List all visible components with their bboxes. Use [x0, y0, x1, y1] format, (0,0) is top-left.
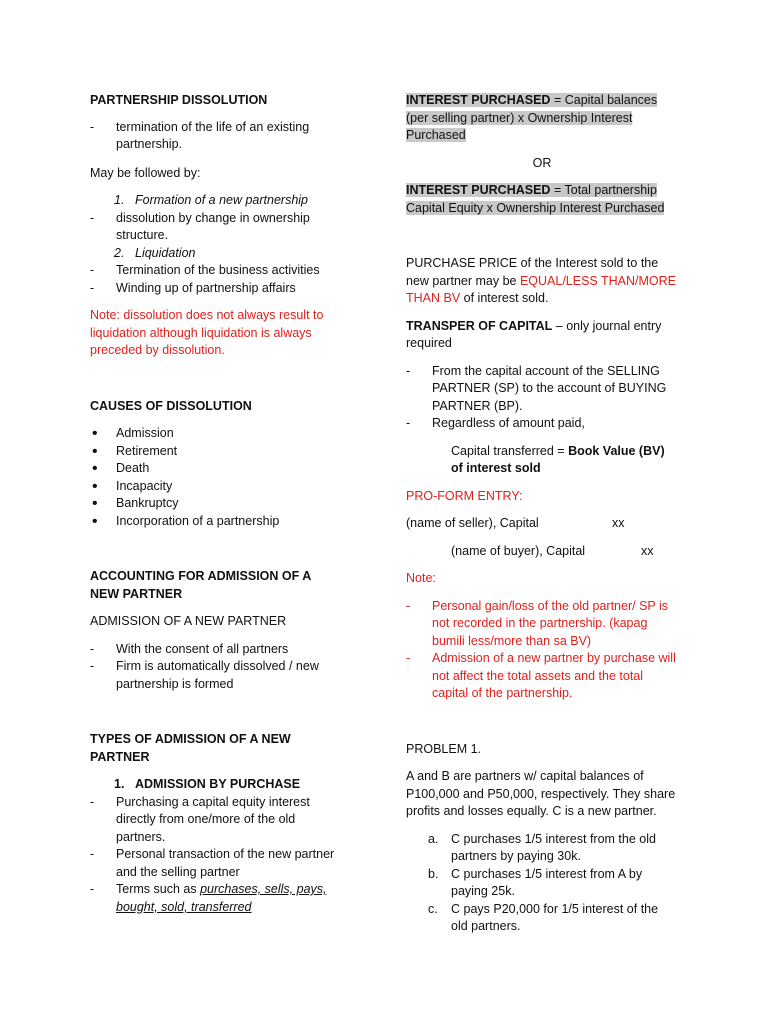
problem-list [406, 831, 678, 936]
list-item: - termination of the life of an existing partnership. [90, 119, 310, 151]
dissolution-note: Note: dissolution does not always result to liquidation although liquidation is always preceded by dissolution. [90, 308, 324, 357]
list-item: - Admission of a new partner by purchase will not affect the total assets and the total capital of the partnership. [406, 651, 676, 700]
list-item: 2. Liquidation [114, 245, 196, 260]
list-item: - Purchasing a capital equity interest directly from one/more of the old partners. [90, 794, 310, 844]
transfer-list [406, 363, 678, 433]
liquidation-sub-list [90, 262, 340, 297]
list-item: 1. Formation of a new partnership [114, 193, 309, 207]
list-item: - Terms such as purchases, sells, pays, bought, sold, transferred [90, 882, 327, 914]
list-item: • Incorporation of a partnership [92, 512, 280, 530]
interest-purchased-formula-2: INTEREST PURCHASED = Total partnership Capital Equity x Ownership Interest Purchased [406, 183, 665, 215]
list-item: • Admission [92, 425, 174, 442]
list-item: - From the capital account of the SELLING PARTNER (SP) to the account of BUYING PARTNER (BP). [406, 363, 667, 413]
heading-causes-of-dissolution: CAUSES OF DISSOLUTION [90, 398, 252, 413]
or-text: OR [532, 155, 552, 170]
problem-text: A and B are partners w/ capital balances of P100,000 and P50,000, respectively. They share profits and losses equally. C is a new partner. [406, 769, 676, 818]
list-item: - Winding up of partnership affairs [90, 280, 296, 295]
list-item: - dissolution by change in ownership structure. [90, 210, 310, 242]
pro-form-heading: PRO-FORM ENTRY: [406, 488, 523, 503]
capital-transferred-text: Capital transferred = Book Value (BV) of interest sold [451, 443, 665, 475]
heading-partnership-dissolution: PARTNERSHIP DISSOLUTION [90, 93, 268, 107]
followed-by-list-2 [90, 245, 340, 263]
list-item: - With the consent of all partners [90, 641, 289, 656]
list-item: 1. ADMISSION BY PURCHASE [114, 777, 301, 791]
journal-entry-credit: (name of buyer), Capital xx [451, 543, 654, 558]
types-list [90, 776, 340, 794]
list-item: b. C purchases 1/5 interest from A by paying 25k. [428, 866, 643, 898]
problem-heading: PROBLEM 1. [406, 741, 482, 756]
list-item: - Regardless of amount paid, [406, 416, 585, 430]
admission-subheading: ADMISSION OF A NEW PARTNER [90, 614, 287, 628]
list-item: c. C pays P20,000 for 1/5 interest of the old partners. [428, 901, 659, 933]
list-item: - Personal transaction of the new partner and the selling partner [90, 847, 335, 879]
list-item: - Termination of the business activities [90, 263, 320, 277]
journal-entry-debit: (name of seller), Capital xx [406, 516, 625, 530]
followed-by-list [90, 192, 340, 210]
formation-sub-list [90, 210, 340, 245]
causes-list [90, 425, 340, 530]
list-item: a. C purchases 1/5 interest from the old partners by paying 30k. [428, 831, 656, 863]
left-column [90, 92, 340, 916]
admission-list [90, 641, 340, 694]
definition-list [90, 119, 340, 154]
list-item: • Incapacity [92, 477, 173, 495]
transfer-of-capital-text: TRANSPER OF CAPITAL – only journal entry required [406, 318, 662, 350]
list-item: • Death [92, 460, 150, 477]
heading-types-of-admission: TYPES OF ADMISSION OF A NEW PARTNER [90, 732, 291, 764]
purchase-price-text: PURCHASE PRICE of the Interest sold to the new partner may be EQUAL/LESS THAN/MORE THAN BV of interest sold. [406, 256, 677, 305]
right-column [406, 92, 678, 936]
heading-accounting-admission: ACCOUNTING FOR ADMISSION OF A NEW PARTNER [90, 569, 311, 601]
interest-purchased-formula-1: INTEREST PURCHASED = Capital balances (per selling partner) x Ownership Interest Purchased [406, 93, 658, 142]
purchase-terms: purchases, sells, pays, bought, sold, transferred [116, 882, 327, 914]
list-item: - Personal gain/loss of the old partner/ SP is not recorded in the partnership. (kapag bumili less/more than sa BV) [406, 598, 669, 648]
note-heading: Note: [406, 571, 436, 585]
list-item: • Retirement [92, 442, 178, 460]
purchase-list [90, 794, 340, 917]
followed-by-text: May be followed by: [90, 165, 201, 180]
list-item: - Firm is automatically dissolved / new partnership is formed [90, 659, 319, 691]
note-list [406, 598, 678, 703]
list-item: • Bankruptcy [92, 495, 179, 512]
